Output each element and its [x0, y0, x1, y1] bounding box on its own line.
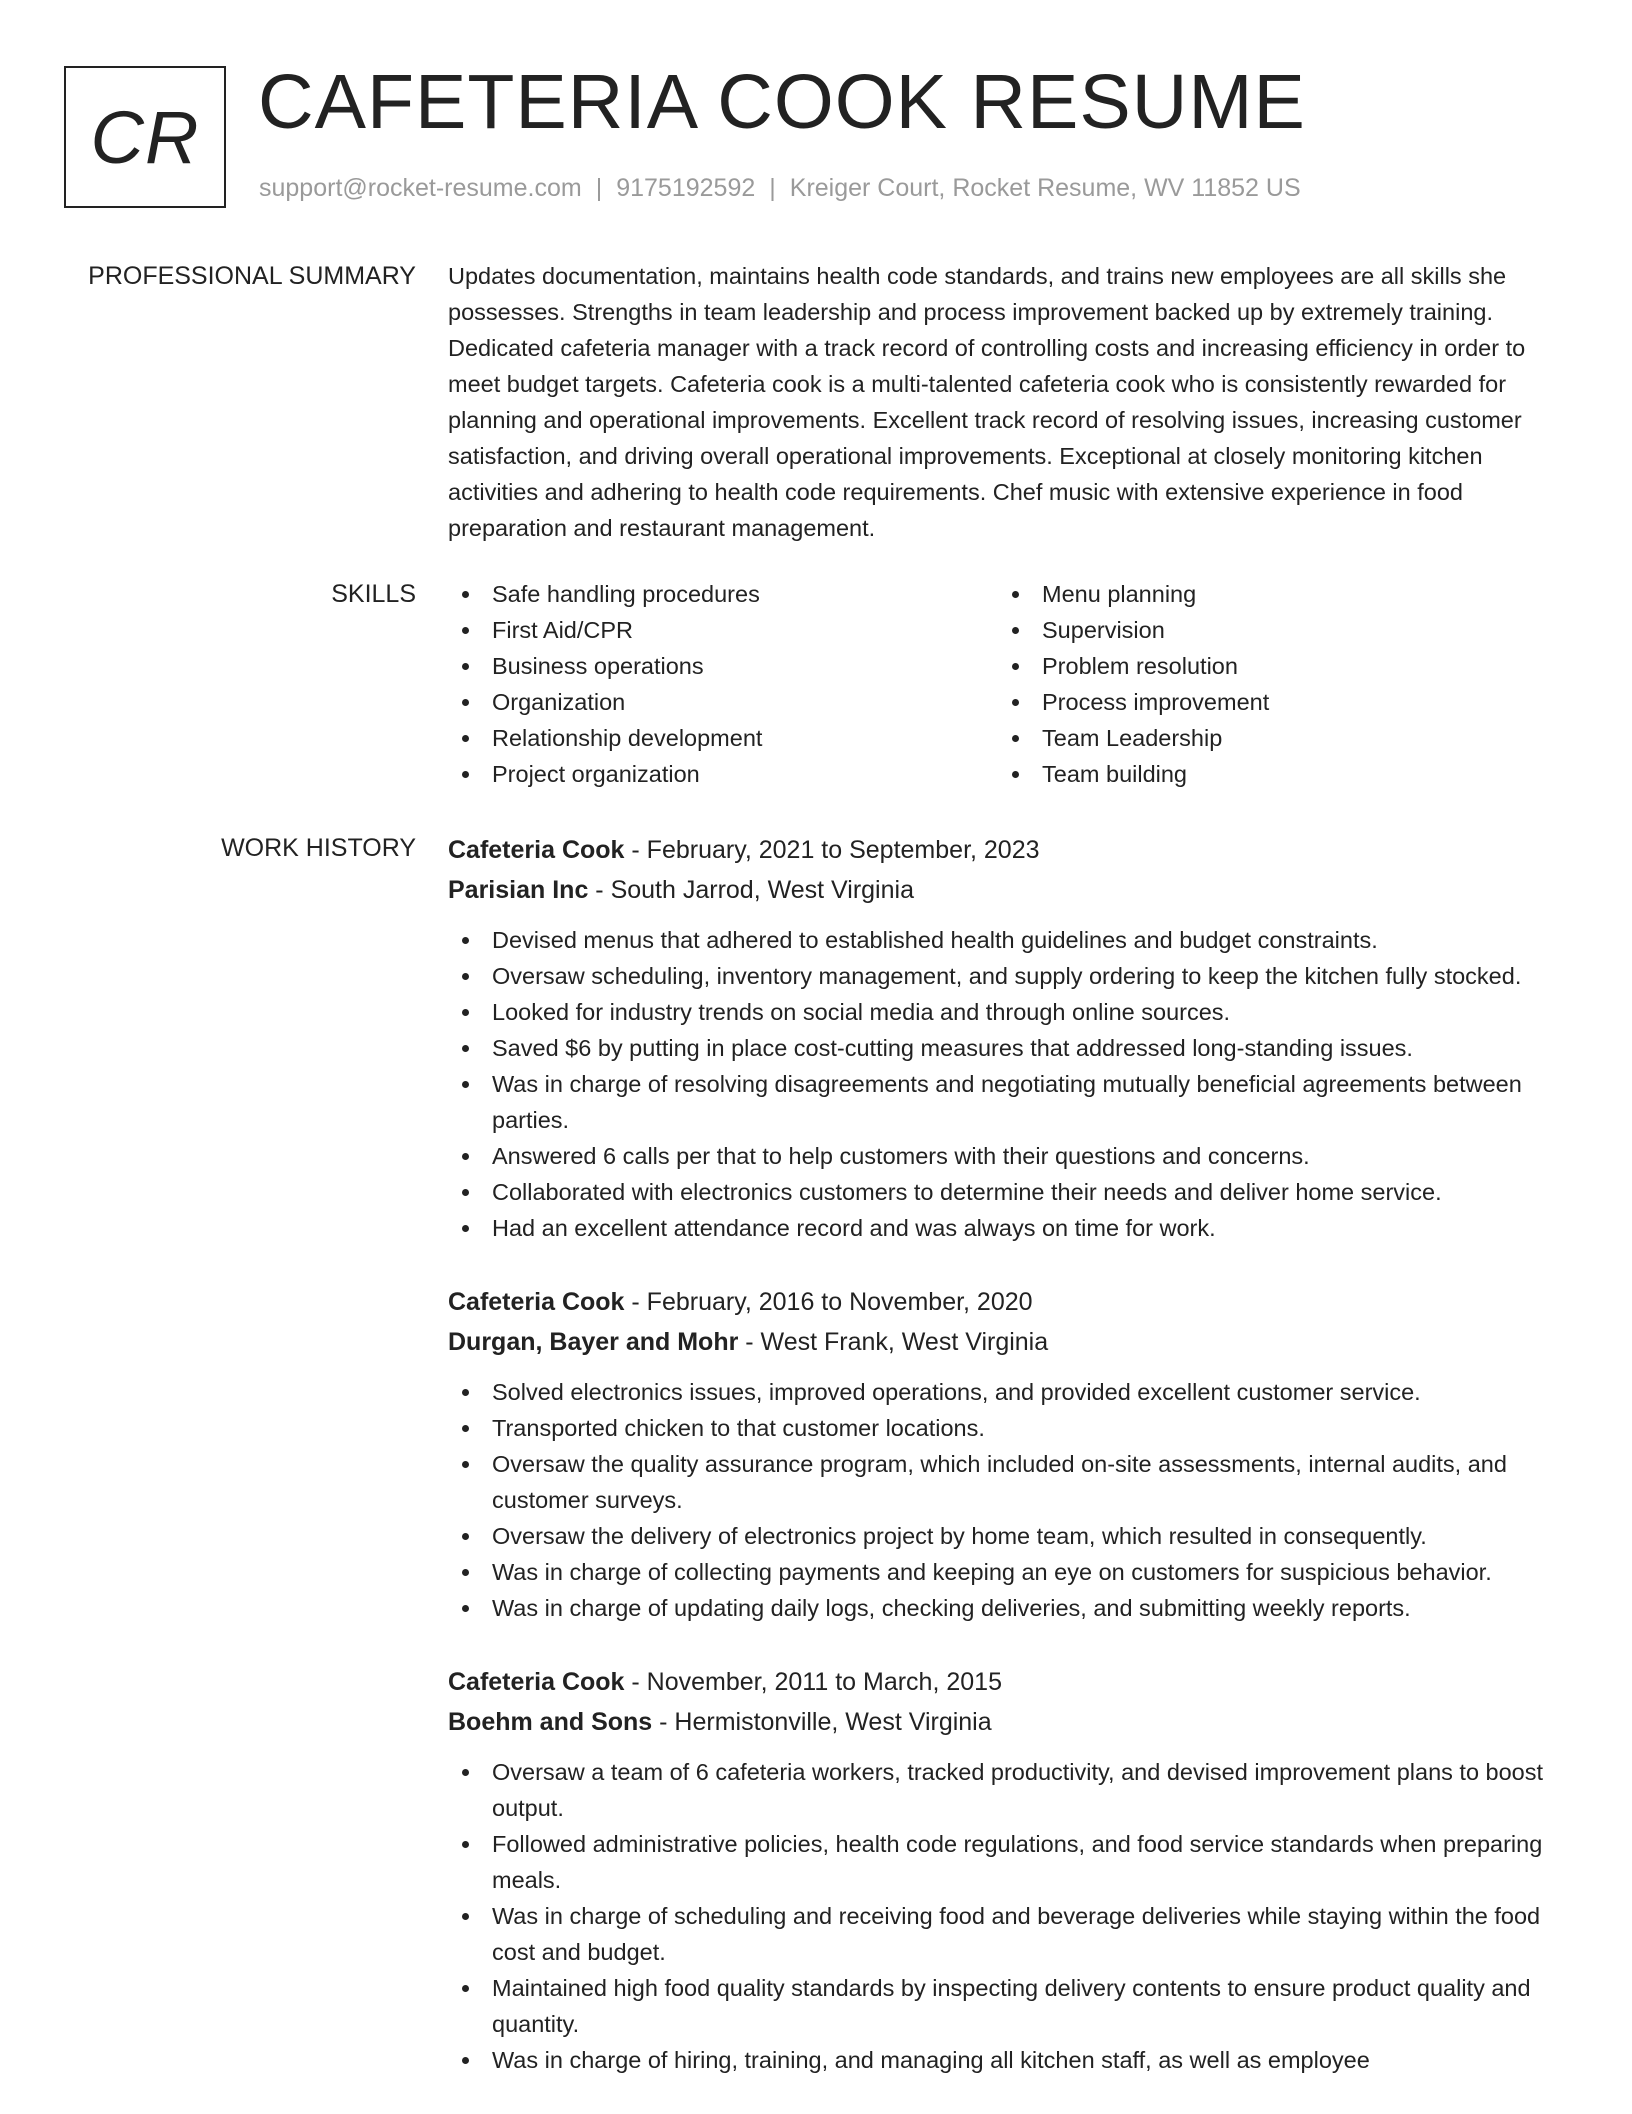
skill-item: Organization — [448, 684, 998, 720]
job-bullet: Was in charge of collecting payments and keeping an eye on customers for suspicious behavior. — [448, 1554, 1568, 1590]
job-dates: - November, 2011 to March, 2015 — [624, 1668, 1002, 1696]
summary-text: Updates documentation, maintains health code standards, and trains new employees are all skills she possesses. Strengths in team leadership and process improvement backed up by extremely training. Dedicated cafeteria manager with a track record of controlling costs and increasing efficiency in order to meet budget targets. Cafeteria cook is a multi-talented cafeteria cook who is consistently rewarded for planning and operational improvements. Excellent track record of resolving issues, increasing customer satisfaction, and driving overall operational improvements. Exceptional at closely monitoring kitchen activities and adhering to health code requirements. Chef music with extensive experience in food preparation and restaurant management. — [448, 263, 1526, 541]
skills-list-left — [448, 576, 998, 792]
work-history-label: WORK HISTORY — [221, 834, 416, 862]
contact-separator: | — [769, 174, 776, 202]
job-company-line — [448, 1702, 1568, 1742]
job-company-line — [448, 870, 1568, 910]
job-location: - West Frank, West Virginia — [738, 1328, 1049, 1356]
job-title-line — [448, 1662, 1568, 1702]
job-location: - Hermistonville, West Virginia — [652, 1708, 992, 1736]
job-bullet: Followed administrative policies, health code regulations, and food service standards when preparing meals. — [448, 1826, 1568, 1898]
job-bullet: Solved electronics issues, improved operations, and provided excellent customer service. — [448, 1374, 1568, 1410]
job-bullets — [448, 1754, 1568, 2078]
skill-item: Team building — [998, 756, 1548, 792]
job-company-line — [448, 1322, 1568, 1362]
skill-item: Project organization — [448, 756, 998, 792]
contact-line — [259, 174, 1301, 203]
job-bullet: Had an excellent attendance record and was always on time for work. — [448, 1210, 1568, 1246]
job-title: Cafeteria Cook — [448, 836, 625, 864]
job-title-line — [448, 830, 1568, 870]
skills-body — [448, 576, 1568, 792]
summary-body — [448, 258, 1568, 546]
job-bullet: Answered 6 calls per that to help customers with their questions and concerns. — [448, 1138, 1568, 1174]
skill-item: Relationship development — [448, 720, 998, 756]
job-bullet: Oversaw a team of 6 cafeteria workers, tracked productivity, and devised improvement plans to boost output. — [448, 1754, 1568, 1826]
job-location: - South Jarrod, West Virginia — [588, 876, 914, 904]
skill-item: Safe handling procedures — [448, 576, 998, 612]
job-title: Cafeteria Cook — [448, 1288, 625, 1316]
job-bullet: Oversaw the quality assurance program, which included on-site assessments, internal audits, and customer surveys. — [448, 1446, 1568, 1518]
skill-item: Business operations — [448, 648, 998, 684]
job-bullet: Looked for industry trends on social media and through online sources. — [448, 994, 1568, 1030]
job-bullet: Was in charge of scheduling and receiving food and beverage deliveries while staying within the food cost and budget. — [448, 1898, 1568, 1970]
job-entry — [448, 1662, 1568, 2078]
job-bullet: Maintained high food quality standards by inspecting delivery contents to ensure product quality and quantity. — [448, 1970, 1568, 2042]
job-bullet: Collaborated with electronics customers to determine their needs and deliver home service. — [448, 1174, 1568, 1210]
skill-item: First Aid/CPR — [448, 612, 998, 648]
skill-item: Problem resolution — [998, 648, 1548, 684]
job-bullet: Devised menus that adhered to established health guidelines and budget constraints. — [448, 922, 1568, 958]
summary-label: PROFESSIONAL SUMMARY — [88, 262, 416, 290]
skill-item: Supervision — [998, 612, 1548, 648]
work-history-body — [448, 830, 1568, 2114]
job-entry — [448, 830, 1568, 1246]
skill-item: Process improvement — [998, 684, 1548, 720]
contact-address: Kreiger Court, Rocket Resume, WV 11852 US — [789, 174, 1301, 202]
job-bullet: Oversaw the delivery of electronics project by home team, which resulted in consequently. — [448, 1518, 1568, 1554]
job-company: Durgan, Bayer and Mohr — [448, 1328, 739, 1356]
job-bullet: Transported chicken to that customer locations. — [448, 1410, 1568, 1446]
job-entry — [448, 1282, 1568, 1626]
job-bullets — [448, 922, 1568, 1246]
skills-columns — [448, 576, 1568, 792]
job-company: Boehm and Sons — [448, 1708, 653, 1736]
skill-item: Menu planning — [998, 576, 1548, 612]
job-dates: - February, 2021 to September, 2023 — [624, 836, 1040, 864]
job-bullet: Was in charge of hiring, training, and managing all kitchen staff, as well as employee — [448, 2042, 1568, 2078]
skills-label: SKILLS — [331, 580, 416, 608]
job-dates: - February, 2016 to November, 2020 — [624, 1288, 1033, 1316]
job-title: Cafeteria Cook — [448, 1668, 625, 1696]
job-bullet: Was in charge of resolving disagreements and negotiating mutually beneficial agreements between parties. — [448, 1066, 1568, 1138]
monogram-logo: CR — [64, 66, 226, 208]
resume-title: CAFETERIA COOK RESUME — [258, 59, 1306, 145]
contact-separator: | — [595, 174, 603, 202]
skills-list-right — [998, 576, 1548, 792]
job-company: Parisian Inc — [448, 876, 589, 904]
job-bullets — [448, 1374, 1568, 1626]
job-bullet: Saved $6 by putting in place cost-cutting measures that addressed long-standing issues. — [448, 1030, 1568, 1066]
skill-item: Team Leadership — [998, 720, 1548, 756]
job-bullet: Was in charge of updating daily logs, checking deliveries, and submitting weekly reports. — [448, 1590, 1568, 1626]
contact-phone: 9175192592 — [616, 174, 756, 202]
contact-email: support@rocket-resume.com — [259, 174, 582, 202]
job-title-line — [448, 1282, 1568, 1322]
job-bullet: Oversaw scheduling, inventory management, and supply ordering to keep the kitchen fully stocked. — [448, 958, 1568, 994]
